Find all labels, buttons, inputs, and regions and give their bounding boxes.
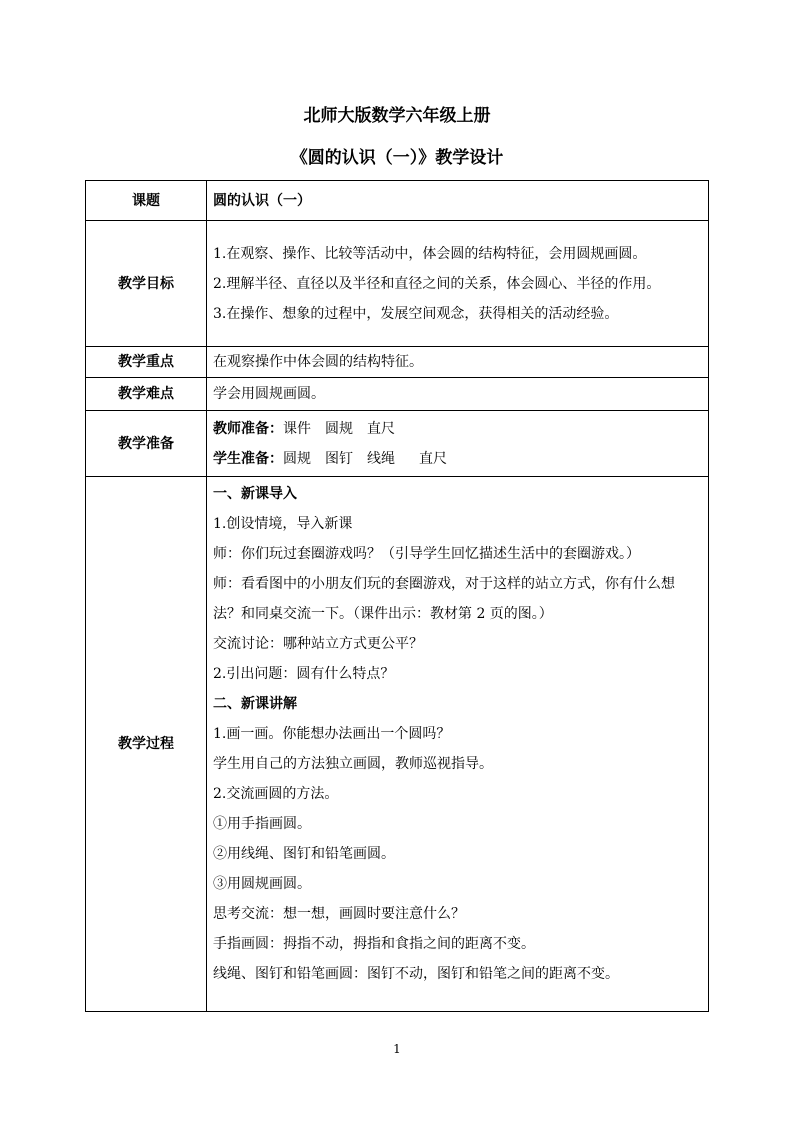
section-heading: 一、新课导入 [213,486,297,502]
process-line: 1.创设情境，导入新课 [213,516,353,532]
value-process [207,477,709,1012]
value-preparation [207,411,709,477]
process-line: 线绳、图钉和铅笔画圆：图钉不动，图钉和铅笔之间的距离不变。 [213,966,619,982]
process-line: ②用线绳、图钉和铅笔画圆。 [213,846,395,862]
row-process [86,477,709,1012]
row-key-point [86,347,709,378]
row-topic [86,181,709,221]
process-line: 手指画圆：拇指不动，拇指和食指之间的距离不变。 [213,936,535,952]
process-line: 交流讨论：哪种站立方式更公平？ [213,636,423,652]
value-key-point: 在观察操作中体会圆的结构特征。 [207,347,709,378]
lesson-plan-table [85,180,709,1012]
student-prep-label: 学生准备： [213,450,283,467]
teacher-preparation [213,414,702,444]
process-line: 学生用自己的方法独立画圆，教师巡视指导。 [213,756,493,772]
label-preparation: 教学准备 [86,411,207,477]
process-line: 2.交流画圆的方法。 [213,786,339,802]
prep-item: 线绳 [367,450,395,467]
value-goals [207,221,709,347]
process-line: ③用圆规画圆。 [213,876,311,892]
prep-item: 直尺 [367,420,395,437]
process-line: ①用手指画圆。 [213,816,311,832]
row-preparation [86,411,709,477]
section-heading: 二、新课讲解 [213,696,297,712]
process-line: 师：看看图中的小朋友们玩的套圈游戏，对于这样的站立方式，你有什么想法？和同桌交流一下。（课件出示：教材第 2 页的图。） [213,576,675,622]
prep-item: 圆规 [325,420,353,437]
process-line: 师：你们玩过套圈游戏吗？（引导学生回忆描述生活中的套圈游戏。） [213,546,640,562]
prep-item: 圆规 [283,450,311,467]
value-difficulty: 学会用圆规画圆。 [207,378,709,411]
process-line: 2.引出问题：圆有什么特点？ [213,666,395,682]
label-topic: 课题 [86,181,207,221]
student-preparation [213,444,702,474]
row-difficulty [86,378,709,411]
goal-item: 1.在观察、操作、比较等活动中，体会圆的结构特征，会用圆规画圆。 [213,245,647,262]
goal-item: 3.在操作、想象的过程中，发展空间观念，获得相关的活动经验。 [213,305,619,322]
teacher-prep-label: 教师准备： [213,420,283,437]
label-difficulty: 教学难点 [86,378,207,411]
prep-item: 图钉 [325,450,353,467]
row-goals [86,221,709,347]
process-line: 1.画一画。你能想办法画出一个圆吗？ [213,726,451,742]
value-topic: 圆的认识（一） [207,181,709,221]
page-number: 1 [393,1042,401,1056]
document-title: 北师大版数学六年级上册 [303,106,491,126]
label-key-point: 教学重点 [86,347,207,378]
prep-item: 直尺 [419,450,447,467]
goal-item: 2.理解半径、直径以及半径和直径之间的关系，体会圆心、半径的作用。 [213,275,661,292]
process-line: 思考交流：想一想，画圆时要注意什么？ [213,906,465,922]
prep-item: 课件 [283,420,311,437]
label-goals: 教学目标 [86,221,207,347]
document-subtitle: 《圆的认识（一）》教学设计 [290,148,504,168]
label-process: 教学过程 [86,477,207,1012]
